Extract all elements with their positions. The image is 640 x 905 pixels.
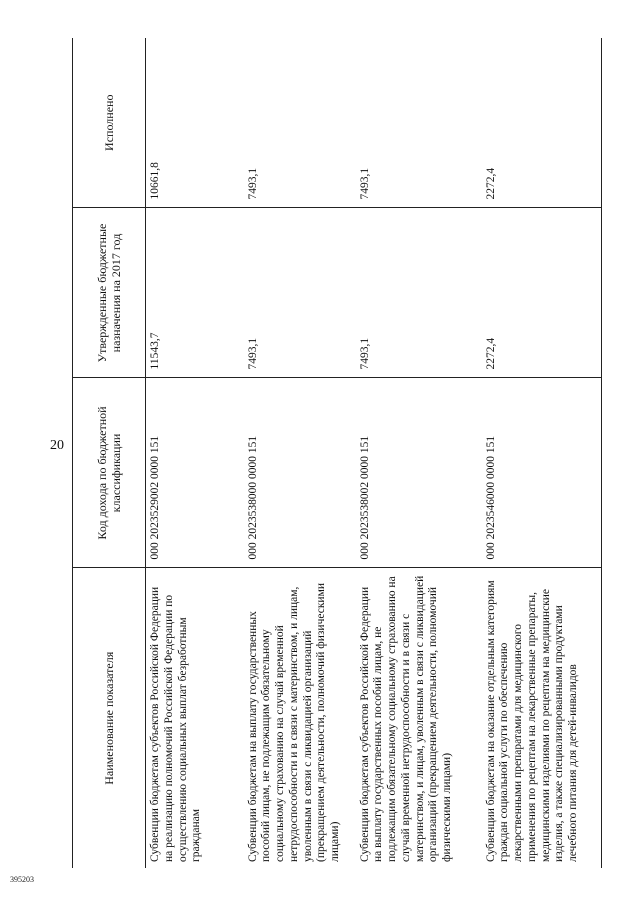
header-income-code: Код дохода по бюджетной классификации <box>73 378 146 568</box>
row-approved: 7493,1 <box>244 208 356 378</box>
row-executed: 10661,8 <box>146 38 244 208</box>
table-row <box>244 38 356 868</box>
document-code: 395203 <box>10 875 34 884</box>
row-name: Субвенции бюджетам на оказание отдельным категориям граждан социальной услуги по обеспечению лекарственными препаратами для медицинского применения по рецептам на лекарственные препараты, медицинскими изделиями по рецептам на медицинские изделия, а также специализированными продуктами лечебного питания для детей-инвалидов <box>482 568 602 868</box>
header-executed: Исполнено <box>73 38 146 208</box>
row-approved: 11543,7 <box>146 208 244 378</box>
row-code: 000 2023546000 0000 151 <box>482 378 602 568</box>
header-approved: Утвержденные бюджетные назначения на 2017 год <box>73 208 146 378</box>
page-number: 20 <box>50 438 64 453</box>
row-code: 000 2023538002 0000 151 <box>356 378 482 568</box>
row-executed: 2272,4 <box>482 38 602 208</box>
row-approved: 7493,1 <box>356 208 482 378</box>
row-executed: 7493,1 <box>356 38 482 208</box>
rotated-page-content <box>72 38 592 868</box>
header-indicator-name: Наименование показателя <box>73 568 146 868</box>
row-executed: 7493,1 <box>244 38 356 208</box>
table-row <box>146 38 244 868</box>
row-name: Субвенции бюджетам субъектов Российской Федерации на реализацию полномочий Российской Федерации по осуществлению социальных выплат безработным гражданам <box>146 568 244 868</box>
table-header-row <box>73 38 146 868</box>
table-row <box>356 38 482 868</box>
row-code: 000 2023529002 0000 151 <box>146 378 244 568</box>
table-row <box>482 38 602 868</box>
row-approved: 2272,4 <box>482 208 602 378</box>
row-code: 000 2023538000 0000 151 <box>244 378 356 568</box>
budget-table <box>72 38 602 868</box>
row-name: Субвенции бюджетам на выплату государственных пособий лицам, не подлежащим обязательному социальному страхованию на случай временной нетрудоспособности и в связи с материнством, и лицам, уволенным в связи с ликвидацией организаций (прекращением деятельности, полномочий физическими лицами) <box>244 568 356 868</box>
row-name: Субвенции бюджетам субъектов Российской Федерации на выплату государственных пособий лицам, не подлежащим обязательному социальному страхованию на случай временной нетрудоспособности и в связи с материнством, и лицам, уволенным в связи с ликвидацией организаций (прекращением деятельности, полномочий физическими лицами) <box>356 568 482 868</box>
